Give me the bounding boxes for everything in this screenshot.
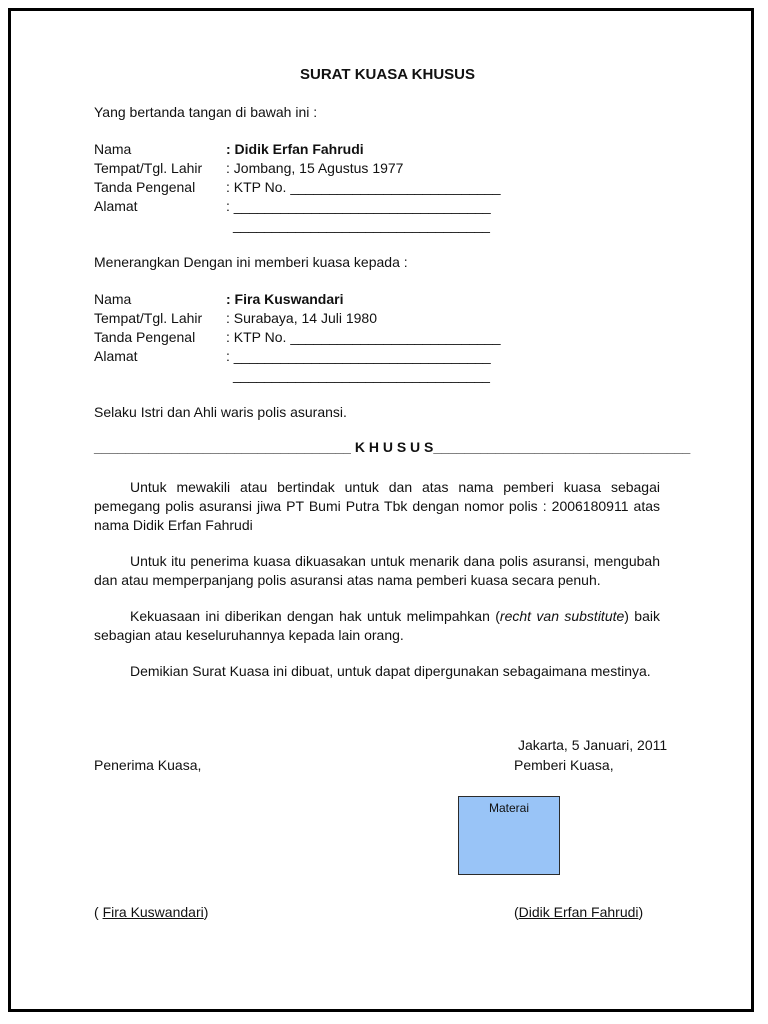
- grantee-id-label: Tanda Pengenal: [94, 329, 196, 345]
- document-title: SURAT KUASA KHUSUS: [300, 66, 476, 83]
- paragraph-3-text-end: ) baik sebagian atau keseluruhannya kepada lain orang.: [94, 608, 660, 643]
- giver-label: Pemberi Kuasa,: [514, 757, 614, 773]
- giver-signature-close: ): [638, 904, 644, 920]
- grantee-address-line2: _________________________________: [233, 367, 490, 383]
- giver-signature-open: (: [514, 904, 519, 920]
- paragraph-2: [94, 552, 660, 590]
- grantee-id-value: : KTP No. ___________________________: [226, 329, 501, 345]
- grantee-birth-label: Tempat/Tgl. Lahir: [94, 310, 203, 326]
- stamp-box: [458, 796, 560, 875]
- paragraph-4-text: Demikian Surat Kuasa ini dibuat, untuk dapat dipergunakan sebagaimana mestinya.: [130, 663, 651, 679]
- receiver-signature-open: (: [94, 904, 103, 920]
- grantee-name-value: : Fira Kuswandari: [226, 291, 344, 307]
- grantor-birth-value: : Jombang, 15 Agustus 1977: [226, 160, 404, 176]
- receiver-label: Penerima Kuasa,: [94, 757, 202, 773]
- grantor-address-value: : _________________________________: [226, 198, 491, 214]
- receiver-signature-name: Fira Kuswandari: [102, 904, 204, 920]
- document-page: [8, 8, 754, 1012]
- receiver-signature: [94, 903, 208, 921]
- grantor-name-label: Nama: [94, 141, 132, 157]
- paragraph-1-text: Untuk mewakili atau bertindak untuk dan atas nama pemberi kuasa sebagai pemegang polis asuransi jiwa PT Bumi Putra Tbk dengan nomor polis : 2006180911 atas nama Didik Erfan Fahrudi: [94, 479, 660, 533]
- place-date: Jakarta, 5 Januari, 2011: [518, 737, 668, 753]
- stamp-label: Materai: [488, 801, 529, 815]
- declaration-text: Menerangkan Dengan ini memberi kuasa kepada :: [94, 254, 408, 270]
- grantee-name-label: Nama: [94, 291, 132, 307]
- grantee-address-value: : _________________________________: [226, 348, 491, 364]
- paragraph-4: [94, 662, 660, 681]
- intro-text: Yang bertanda tangan di bawah ini :: [94, 104, 318, 120]
- grantor-name-value: : Didik Erfan Fahrudi: [226, 141, 364, 157]
- receiver-signature-close: ): [203, 904, 209, 920]
- paragraph-3-text-start: Kekuasaan ini diberikan dengan hak untuk melimpahkan (: [130, 608, 500, 624]
- grantee-address-label: Alamat: [94, 348, 138, 364]
- khusus-divider: _________________________________ K H U S U S_________________________________: [94, 439, 691, 455]
- paragraph-3: [94, 607, 660, 645]
- grantor-address-label: Alamat: [94, 198, 138, 214]
- grantor-id-value: : KTP No. ___________________________: [226, 179, 501, 195]
- grantor-id-label: Tanda Pengenal: [94, 179, 196, 195]
- relation-text: Selaku Istri dan Ahli waris polis asuransi.: [94, 404, 347, 420]
- grantee-birth-value: : Surabaya, 14 Juli 1980: [226, 310, 377, 326]
- giver-signature-name: Didik Erfan Fahrudi: [518, 904, 639, 920]
- paragraph-1: [94, 478, 660, 535]
- paragraph-3-italic-term: recht van substitute: [499, 608, 625, 624]
- grantor-birth-label: Tempat/Tgl. Lahir: [94, 160, 203, 176]
- grantor-address-line2: _________________________________: [233, 217, 490, 233]
- giver-signature: [514, 903, 643, 921]
- paragraph-2-text: Untuk itu penerima kuasa dikuasakan untuk menarik dana polis asuransi, mengubah dan atau memperpanjang polis asuransi atas nama pemberi kuasa secara penuh.: [94, 553, 660, 588]
